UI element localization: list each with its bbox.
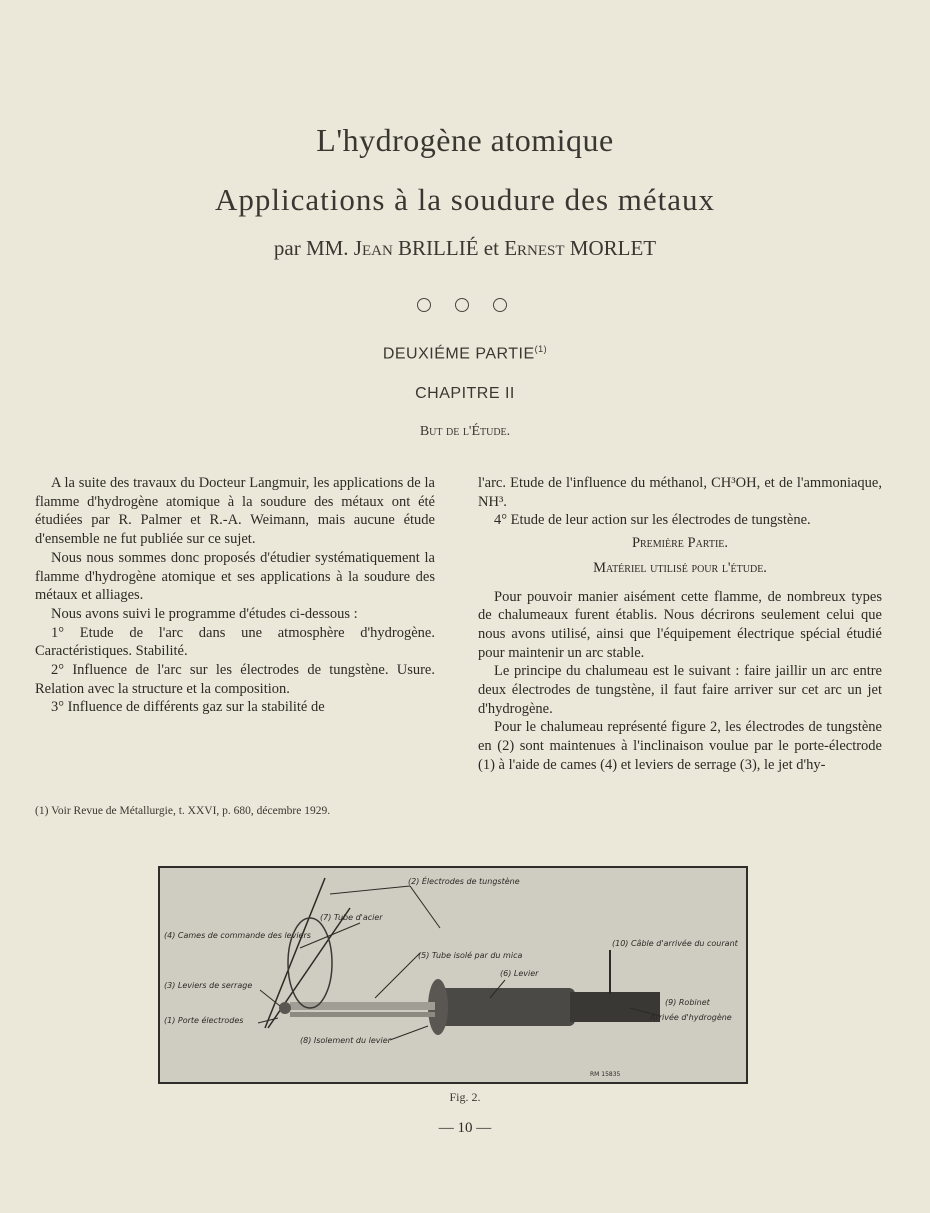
spacer	[478, 578, 882, 588]
paragraph: Le principe du chalumeau est le suivant : faire jaillir un arc entre deux électrodes de tungstène, il faut faire arriver sur cet arc un jet d'hydrogène.	[478, 663, 882, 717]
label-lever: (6) Levier	[500, 969, 539, 978]
ornament-circle-icon	[493, 298, 507, 312]
authors-line	[0, 236, 930, 261]
author2-first-name: Ernest	[504, 236, 565, 260]
torch-handle	[430, 988, 575, 1026]
paragraph: 1° Etude de l'arc dans une atmosphère d'hydrogène. Caractéristiques. Stabilité.	[35, 624, 435, 660]
leader-line	[410, 886, 440, 928]
mica-tube	[290, 1012, 435, 1017]
author2-last-name: MORLET	[569, 236, 657, 260]
section-heading: Première Partie.	[631, 535, 729, 552]
label-electrodes: (2) Électrodes de tungstène	[408, 877, 520, 886]
authors-prefix: par MM.	[273, 236, 349, 260]
section-subheading: Matériel utilisé pour l'étude.	[593, 559, 767, 576]
author1-last-name: BRILLIÉ	[398, 236, 479, 260]
section-ornament	[417, 294, 507, 316]
leader-line	[375, 953, 420, 998]
part-heading	[0, 344, 930, 363]
torch-diagram	[160, 868, 746, 1082]
ornament-circle-icon	[417, 298, 431, 312]
label-clamp-levers: (3) Leviers de serrage	[164, 981, 253, 990]
label-cams: (4) Cames de commande des leviers	[164, 931, 311, 940]
paragraph: Nous nous sommes donc proposés d'étudier systématiquement la flamme d'hydrogène atomique et ses applications à la soudure des métaux et alliages.	[35, 549, 435, 604]
label-cable: (10) Câble d'arrivée du courant	[612, 939, 738, 948]
steel-tube	[290, 1002, 435, 1010]
electrode-holder	[279, 1002, 291, 1014]
right-column	[478, 474, 882, 775]
label-electrode-holder: (1) Porte électrodes	[164, 1016, 244, 1025]
author1-first-name: Jean	[353, 236, 393, 260]
title-line-1: L'hydrogène atomique	[316, 122, 614, 158]
paragraph: l'arc. Etude de l'influence du méthanol, CH³OH, et de l'ammoniaque, NH³.	[478, 475, 882, 510]
part-heading-text: DEUXIÉME PARTIE	[382, 345, 535, 363]
label-valve: (9) Robinet	[665, 998, 710, 1007]
paragraph: Nous avons suivi le programme d'études ci-dessous :	[51, 605, 358, 622]
photo-code: RM 15835	[590, 1071, 621, 1078]
paragraph: Pour le chalumeau représenté figure 2, les électrodes de tungstène en (2) sont maintenues à l'inclinaison voulue par le porte-électrode (1) à l'aide de cames (4) et leviers de serrage (3), le jet d'hy-	[478, 719, 882, 773]
ornament-circle-icon	[455, 298, 469, 312]
paragraph: 2° Influence de l'arc sur les électrodes de tungstène. Usure. Relation avec la structure et la composition.	[35, 662, 435, 697]
paragraph: Pour pouvoir manier aisément cette flamme, de nombreux types de chalumeaux furent établis. Nous décrirons seulement celui que nous avons utilisé, ainsi que l'équipement électrique spécial étudié pour maintenir un arc stable.	[478, 588, 882, 661]
label-mica-tube: (5) Tube isolé par du mica	[418, 951, 523, 960]
chapter-heading: CHAPITRE II	[415, 385, 515, 402]
leader-line	[390, 1026, 428, 1040]
part-footnote-mark: (1)	[534, 344, 548, 354]
figure-caption: Fig. 2.	[449, 1090, 481, 1104]
label-lever-insulation: (8) Isolement du levier	[300, 1036, 391, 1045]
paragraph: 3° Influence de différents gaz sur la stabilité de	[51, 699, 325, 716]
sub-heading: But de l'Étude.	[419, 424, 511, 439]
left-column	[35, 474, 435, 717]
paragraph: A la suite des travaux du Docteur Langmuir, les applications de la flamme d'hydrogène atomique à la soudure des métaux ont été étudiées par R. Palmer et R.-A. Weimann, mais aucune étude d'ensemble ne fut publiée sur ce sujet.	[35, 475, 435, 548]
figure-torch-photo	[158, 866, 748, 1084]
label-steel-tube: (7) Tube d'acier	[320, 913, 383, 922]
paragraph: 4° Etude de leur action sur les électrodes de tungstène.	[494, 512, 811, 529]
torch-rear	[570, 992, 660, 1022]
title-line-2: Applications à la soudure des métaux	[214, 182, 716, 217]
label-hydrogen-inlet: Arrivée d'hydrogène	[650, 1013, 732, 1022]
footnote: (1) Voir Revue de Métallurgie, t. XXVI, p. 680, décembre 1929.	[35, 805, 331, 817]
page-number: — 10 —	[438, 1120, 492, 1136]
leader-line	[330, 886, 410, 894]
authors-conjunction: et	[483, 236, 499, 260]
